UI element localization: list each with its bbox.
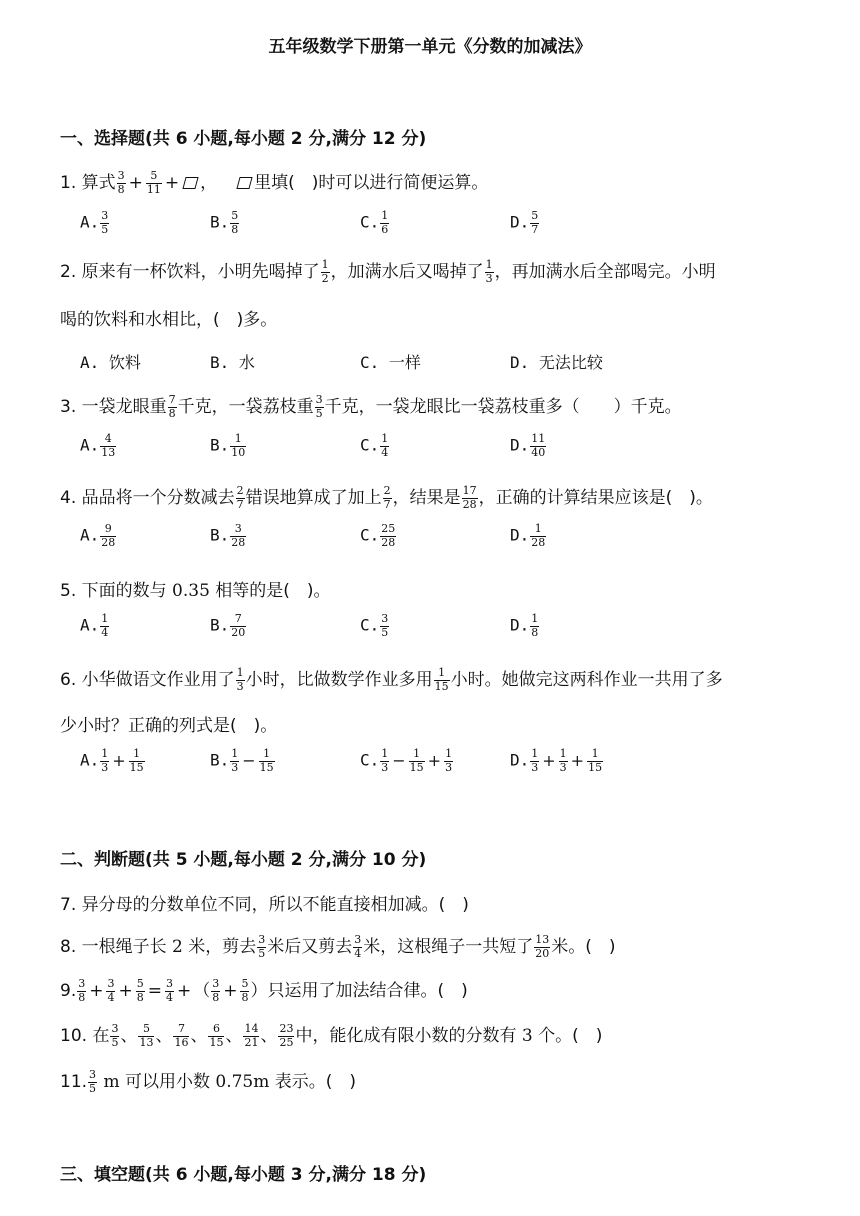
question-1: 1. 算式 $\frac{3}{8}$ + $\frac{5}{11}$ + ， 里填( )时可以进行简便运算。 xyxy=(60,168,489,196)
question-7: 7. 异分母的分数单位不同，所以不能直接相加减。( ) xyxy=(60,895,469,915)
question-10: 10. 在 $\frac{3}{5}$ 、 $\frac{5}{13}$ 、 $\frac{7}{16}$ 、 $\frac{6}{15}$ 、 $\frac{14}{21}$ 、 $\frac{23}{25}$ 中，能化成有限小数的分数有 3 个。( ) xyxy=(60,1021,603,1049)
option-b: B. $\frac{3}{28}$ xyxy=(210,522,246,549)
option-b: B. $\frac{7}{20}$ xyxy=(210,612,246,639)
question-4: 4. 品品将一个分数减去 $\frac{2}{7}$ 错误地算成了加上 $\frac{2}{7}$ ，结果是 $\frac{17}{28}$ ，正确的计算结果应该是( )。 xyxy=(60,483,713,511)
blank-box-icon xyxy=(237,177,253,189)
question-2-line2: 喝的饮料和水相比，( )多。 xyxy=(60,310,278,330)
question-9: 9. $\frac{3}{8}$ + $\frac{3}{4}$ + $\frac{5}{8}$ = $\frac{3}{4}$ + （ $\frac{3}{8}$ + $\frac{5}{8}$ ）只运用了加法结合律。( ) xyxy=(60,976,468,1004)
option-c: C. $\frac{25}{28}$ xyxy=(360,522,396,549)
question-2-options xyxy=(80,350,680,374)
section-heading-fill-blank: 三、填空题(共 6 小题,每小题 3 分,满分 18 分) xyxy=(60,1165,427,1185)
question-5-options xyxy=(80,613,680,649)
option-a: A. $\frac{4}{13}$ xyxy=(80,432,116,459)
option-b: B. $\frac{1}{3}$ − $\frac{1}{15}$ xyxy=(210,747,274,774)
fraction: $\frac{5}{11}$ xyxy=(146,168,161,196)
option-a: A. 饮料 xyxy=(80,353,141,372)
option-d: D. $\frac{11}{40}$ xyxy=(510,432,546,459)
option-b: B. $\frac{1}{10}$ xyxy=(210,432,246,459)
blank-box-icon xyxy=(183,177,199,189)
question-11: 11. $\frac{3}{5}$ m 可以用小数 0.75m 表示。( ) xyxy=(60,1067,357,1095)
question-6-line2: 少小时？正确的列式是( )。 xyxy=(60,716,278,736)
option-c: C. 一样 xyxy=(360,353,421,372)
option-d: D. $\frac{5}{7}$ xyxy=(510,209,539,236)
section-heading-choice: 一、选择题(共 6 小题,每小题 2 分,满分 12 分) xyxy=(60,129,427,149)
option-b: B. $\frac{5}{8}$ xyxy=(210,209,239,236)
option-c: C. $\frac{3}{5}$ xyxy=(360,612,389,639)
option-c: C. $\frac{1}{3}$ − $\frac{1}{15}$ + $\frac{1}{3}$ xyxy=(360,747,453,774)
question-4-options xyxy=(80,523,680,559)
question-6: 6. 小华做语文作业用了 $\frac{1}{3}$ 小时，比做数学作业多用 $\frac{1}{15}$ 小时。她做完这两科作业一共用了多 xyxy=(60,665,723,693)
option-b: B. 水 xyxy=(210,353,255,372)
option-d: D. $\frac{1}{8}$ xyxy=(510,612,539,639)
option-c: C. $\frac{1}{4}$ xyxy=(360,432,389,459)
question-5: 5. 下面的数与 0.35 相等的是( )。 xyxy=(60,581,331,601)
option-a: A. $\frac{9}{28}$ xyxy=(80,522,116,549)
option-a: A. $\frac{3}{5}$ xyxy=(80,209,109,236)
question-3-options xyxy=(80,433,680,469)
question-8: 8. 一根绳子长 2 米，剪去 $\frac{3}{5}$ 米后又剪去 $\frac{3}{4}$ 米，这根绳子一共短了 $\frac{13}{20}$ 米。( ) xyxy=(60,932,616,960)
question-1-options xyxy=(80,210,680,246)
question-3: 3. 一袋龙眼重 $\frac{7}{8}$ 千克，一袋荔枝重 $\frac{3}{5}$ 千克，一袋龙眼比一袋荔枝重多（ ）千克。 xyxy=(60,392,682,420)
option-a: A. $\frac{1}{4}$ xyxy=(80,612,109,639)
option-d: D. $\frac{1}{3}$ + $\frac{1}{3}$ + $\frac{1}{15}$ xyxy=(510,747,603,774)
question-6-options xyxy=(80,748,700,784)
fraction: $\frac{3}{8}$ xyxy=(117,168,125,196)
option-d: D. 无法比较 xyxy=(510,353,603,372)
section-heading-judgement: 二、判断题(共 5 小题,每小题 2 分,满分 10 分) xyxy=(60,850,427,870)
question-2: 2. 原来有一杯饮料，小明先喝掉了 $\frac{1}{2}$ ，加满水后又喝掉了 $\frac{1}{3}$ ，再加满水后全部喝完。小明 xyxy=(60,257,716,285)
option-d: D. $\frac{1}{28}$ xyxy=(510,522,546,549)
page-title: 五年级数学下册第一单元《分数的加减法》 xyxy=(268,37,592,57)
option-a: A. $\frac{1}{3}$ + $\frac{1}{15}$ xyxy=(80,747,144,774)
option-c: C. $\frac{1}{6}$ xyxy=(360,209,389,236)
